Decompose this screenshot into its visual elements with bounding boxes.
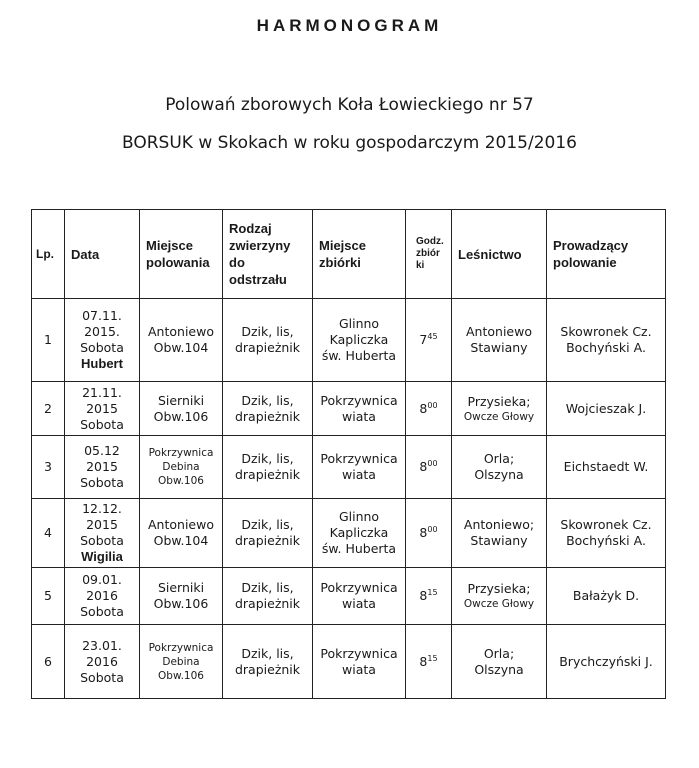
cell-rodzaj-zwierzyny-line: drapieżnik <box>234 533 301 548</box>
header-godz-zbiorki-line: ki <box>416 260 425 271</box>
cell-rodzaj-zwierzyny <box>223 436 313 499</box>
cell-lesnictwo-line: Przysieka; <box>467 581 531 596</box>
cell-lp-value: 2 <box>44 400 52 416</box>
cell-lesnictwo-line: Antoniewo <box>466 324 532 339</box>
cell-miejsce-polowania-line: Sierniki <box>157 580 205 595</box>
cell-miejsce-polowania-line: Obw.106 <box>158 669 204 682</box>
cell-date-occasion: Wigilia <box>81 549 123 564</box>
cell-miejsce-zbiorki-line: św. Huberta <box>321 348 397 363</box>
cell-miejsce-zbiorki <box>313 625 406 699</box>
cell-lesnictwo-line: Stawiany <box>470 340 528 355</box>
cell-miejsce-zbiorki-line: Pokrzywnica <box>320 645 398 661</box>
cell-godz <box>406 499 452 568</box>
cell-godz <box>406 625 452 699</box>
cell-prowadzacy-line: Bałażyk D. <box>572 588 640 603</box>
header-miejsce-polowania-line: Miejsce <box>146 238 193 253</box>
cell-lp-value: 4 <box>44 525 52 540</box>
cell-prowadzacy <box>547 568 666 625</box>
header-godz-zbiorki <box>406 210 452 299</box>
cell-miejsce-zbiorki <box>313 499 406 568</box>
table-row <box>32 382 666 436</box>
cell-rodzaj-zwierzyny-line: drapieżnik <box>234 661 301 677</box>
cell-lesnictwo <box>452 299 547 382</box>
cell-lesnictwo-line: Antoniewo; <box>463 517 535 532</box>
cell-miejsce-zbiorki <box>313 382 406 436</box>
cell-rodzaj-zwierzyny-line: Dzik, lis, <box>241 392 294 408</box>
cell-lp-value: 6 <box>44 653 52 669</box>
cell-date-line: 23.01. <box>82 637 122 653</box>
cell-godz-hour: 8 <box>419 525 428 540</box>
cell-lp <box>32 499 65 568</box>
header-miejsce-polowania <box>140 210 223 299</box>
cell-rodzaj-zwierzyny <box>223 625 313 699</box>
cell-date-line: 2016 <box>86 588 118 603</box>
cell-miejsce-polowania <box>140 625 223 699</box>
cell-godz-minutes: 00 <box>427 458 438 468</box>
cell-lesnictwo-line: Orla; <box>483 645 515 661</box>
cell-rodzaj-zwierzyny-line: drapieżnik <box>234 596 301 611</box>
cell-date-occasion: Hubert <box>81 356 123 371</box>
cell-rodzaj-zwierzyny-line: drapieżnik <box>234 467 301 482</box>
cell-godz <box>406 299 452 382</box>
cell-miejsce-zbiorki-line: Pokrzywnica <box>320 451 398 466</box>
hunt-schedule-table <box>31 209 666 699</box>
cell-miejsce-polowania-line: Obw.106 <box>153 596 209 611</box>
cell-miejsce-polowania-line: Obw.106 <box>158 475 204 487</box>
cell-prowadzacy <box>547 436 666 499</box>
cell-prowadzacy-line: Brychczyński J. <box>559 653 653 669</box>
cell-prowadzacy-line: Skowronek Cz. <box>560 324 652 339</box>
cell-miejsce-zbiorki-line: wiata <box>342 596 376 611</box>
header-rodzaj-zwierzyny-line: zwierzyny <box>229 238 291 253</box>
cell-miejsce-zbiorki <box>313 436 406 499</box>
cell-miejsce-zbiorki-line: Glinno <box>338 316 380 331</box>
header-miejsce-zbiorki-line: zbiórki <box>319 255 361 270</box>
cell-miejsce-zbiorki-line: Pokrzywnica <box>320 392 398 408</box>
cell-prowadzacy <box>547 382 666 436</box>
cell-rodzaj-zwierzyny-line: Dzik, lis, <box>241 324 294 339</box>
header-miejsce-zbiorki <box>313 210 406 299</box>
header-rodzaj-zwierzyny-line: odstrzału <box>229 272 287 287</box>
cell-godz-minutes: 00 <box>427 400 438 410</box>
table-row <box>32 299 666 382</box>
cell-rodzaj-zwierzyny-line: Dzik, lis, <box>241 645 294 661</box>
cell-date-line: Sobota <box>80 340 124 355</box>
cell-rodzaj-zwierzyny <box>223 499 313 568</box>
cell-prowadzacy-line: Bochyński A. <box>566 340 646 355</box>
cell-lesnictwo-line: Owcze Głowy <box>463 410 535 423</box>
cell-lesnictwo <box>452 382 547 436</box>
cell-miejsce-polowania-line: Obw.106 <box>153 408 209 424</box>
cell-date-line: 09.01. <box>82 572 122 587</box>
cell-miejsce-zbiorki-line: Kapliczka <box>329 332 389 347</box>
cell-rodzaj-zwierzyny-line: Dzik, lis, <box>241 451 294 466</box>
cell-godz-minutes: 45 <box>427 331 438 341</box>
cell-miejsce-polowania-line: Obw.104 <box>153 533 209 548</box>
document-subtitle-line2: BORSUK w Skokach w roku gospodarczym 2015/2016 <box>121 133 577 153</box>
cell-date-line: Sobota <box>80 669 124 685</box>
cell-rodzaj-zwierzyny-line: drapieżnik <box>234 408 301 424</box>
cell-miejsce-polowania <box>140 499 223 568</box>
cell-lp <box>32 625 65 699</box>
cell-rodzaj-zwierzyny <box>223 382 313 436</box>
cell-miejsce-zbiorki <box>313 568 406 625</box>
cell-godz <box>406 382 452 436</box>
cell-date-line: 2015 <box>86 400 118 416</box>
cell-date-line: Sobota <box>80 533 124 548</box>
header-godz-zbiorki-line: Godz. <box>416 236 444 247</box>
cell-godz <box>406 436 452 499</box>
cell-godz-minutes: 15 <box>427 587 438 597</box>
cell-date-line: Sobota <box>80 604 124 619</box>
cell-lesnictwo <box>452 499 547 568</box>
cell-date-line: 21.11. <box>82 384 122 400</box>
cell-lp-value: 1 <box>44 332 52 347</box>
cell-godz-minutes: 00 <box>427 524 438 534</box>
cell-godz-hour: 8 <box>419 459 428 474</box>
cell-prowadzacy <box>547 625 666 699</box>
cell-lp <box>32 299 65 382</box>
cell-date-line: Sobota <box>80 416 124 432</box>
cell-lesnictwo-line: Olszyna <box>474 467 524 482</box>
table-row <box>32 499 666 568</box>
header-miejsce-zbiorki-line: Miejsce <box>319 238 366 253</box>
cell-miejsce-polowania <box>140 436 223 499</box>
cell-rodzaj-zwierzyny <box>223 299 313 382</box>
cell-miejsce-polowania <box>140 382 223 436</box>
table-row <box>32 568 666 625</box>
cell-prowadzacy <box>547 499 666 568</box>
cell-godz-hour: 8 <box>419 400 428 416</box>
cell-miejsce-polowania-line: Debina <box>162 655 200 668</box>
header-rodzaj-zwierzyny <box>223 210 313 299</box>
cell-prowadzacy-line: Skowronek Cz. <box>560 517 652 532</box>
cell-rodzaj-zwierzyny-line: drapieżnik <box>234 340 301 355</box>
cell-date-line: Sobota <box>80 475 124 490</box>
header-data: Data <box>65 210 140 299</box>
cell-date-line: 2015 <box>86 459 118 474</box>
header-lesnictwo: Leśnictwo <box>452 210 547 299</box>
cell-miejsce-polowania-line: Obw.104 <box>153 340 209 355</box>
cell-prowadzacy-line: Wojcieszak J. <box>565 400 647 416</box>
cell-miejsce-polowania-line: Antoniewo <box>148 517 214 532</box>
cell-lp-value: 5 <box>44 588 52 603</box>
header-godz-zbiorki-line: zbiór <box>416 248 440 259</box>
cell-miejsce-zbiorki-line: Glinno <box>338 509 380 524</box>
header-prowadzacy-line: Prowadzący <box>553 238 629 253</box>
cell-date-line: 12.12. <box>82 501 122 516</box>
cell-lesnictwo-line: Stawiany <box>470 533 528 548</box>
cell-miejsce-zbiorki-line: wiata <box>342 467 376 482</box>
cell-date-line: 2015. <box>84 324 120 339</box>
cell-godz <box>406 568 452 625</box>
cell-miejsce-polowania <box>140 299 223 382</box>
cell-date <box>65 625 140 699</box>
cell-prowadzacy-line: Bochyński A. <box>566 533 646 548</box>
cell-godz-hour: 8 <box>419 588 428 603</box>
table-row <box>32 625 666 699</box>
cell-date-line: 2015 <box>86 517 118 532</box>
cell-rodzaj-zwierzyny-line: Dzik, lis, <box>241 517 294 532</box>
cell-miejsce-zbiorki-line: wiata <box>342 408 376 424</box>
cell-lesnictwo-line: Przysieka; <box>467 393 531 409</box>
document-title: HARMONOGRAM <box>256 16 443 35</box>
cell-date <box>65 382 140 436</box>
cell-lp <box>32 568 65 625</box>
document-subtitle-line1: Polowań zborowych Koła Łowieckiego nr 57 <box>165 95 534 115</box>
cell-date <box>65 436 140 499</box>
cell-rodzaj-zwierzyny-line: Dzik, lis, <box>241 580 294 595</box>
cell-prowadzacy <box>547 299 666 382</box>
cell-miejsce-zbiorki-line: św. Huberta <box>321 541 397 556</box>
cell-lesnictwo-line: Owcze Głowy <box>463 598 535 610</box>
cell-lesnictwo <box>452 625 547 699</box>
cell-miejsce-polowania-line: Sierniki <box>157 392 205 408</box>
cell-rodzaj-zwierzyny <box>223 568 313 625</box>
cell-miejsce-polowania-line: Pokrzywnica <box>148 641 214 654</box>
table-row <box>32 436 666 499</box>
cell-godz-minutes: 15 <box>427 653 438 663</box>
cell-date <box>65 499 140 568</box>
cell-date <box>65 299 140 382</box>
cell-miejsce-zbiorki-line: wiata <box>342 661 376 677</box>
cell-date-line: 05.12 <box>84 443 120 458</box>
cell-miejsce-polowania-line: Antoniewo <box>148 324 214 339</box>
cell-date-line: 2016 <box>86 653 118 669</box>
header-lp: Lp. <box>32 210 65 299</box>
cell-miejsce-zbiorki-line: Pokrzywnica <box>320 580 398 595</box>
cell-lp <box>32 382 65 436</box>
cell-date-line: 07.11. <box>82 308 122 323</box>
cell-date <box>65 568 140 625</box>
header-row <box>32 210 666 299</box>
cell-lesnictwo <box>452 436 547 499</box>
cell-miejsce-polowania-line: Pokrzywnica <box>148 447 214 459</box>
header-prowadzacy-line: polowanie <box>553 255 617 270</box>
cell-lesnictwo <box>452 568 547 625</box>
cell-godz-hour: 7 <box>419 332 428 347</box>
cell-miejsce-zbiorki-line: Kapliczka <box>329 525 389 540</box>
header-miejsce-polowania-line: polowania <box>146 255 210 270</box>
header-rodzaj-zwierzyny-line: do <box>229 255 245 270</box>
cell-lp <box>32 436 65 499</box>
cell-miejsce-polowania-line: Debina <box>162 461 200 473</box>
header-prowadzacy <box>547 210 666 299</box>
cell-miejsce-polowania <box>140 568 223 625</box>
cell-lp-value: 3 <box>44 459 52 474</box>
header-rodzaj-zwierzyny-line: Rodzaj <box>229 221 272 236</box>
cell-godz-hour: 8 <box>419 653 428 669</box>
cell-prowadzacy-line: Eichstaedt W. <box>563 459 649 474</box>
cell-miejsce-zbiorki <box>313 299 406 382</box>
cell-lesnictwo-line: Orla; <box>483 451 515 466</box>
cell-lesnictwo-line: Olszyna <box>474 661 524 677</box>
